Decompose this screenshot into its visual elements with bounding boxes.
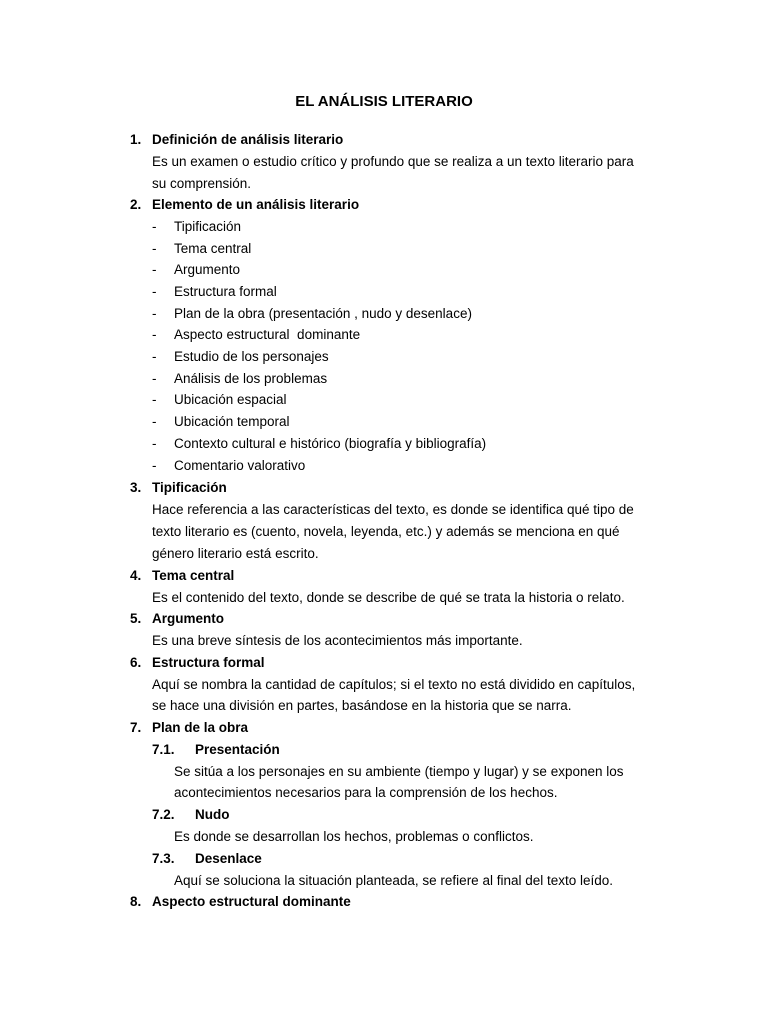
dash-bullet: -	[152, 349, 157, 364]
dash-bullet: -	[152, 219, 157, 234]
body-text: Es donde se desarrollan los hechos, problemas o conflictos.	[174, 829, 534, 844]
body-text: texto literario es (cuento, novela, leyenda, etc.) y además se menciona en qué	[152, 524, 620, 539]
dash-bullet: -	[152, 436, 157, 451]
list-item-text: Ubicación espacial	[174, 392, 287, 407]
dash-bullet: -	[152, 306, 157, 321]
dash-bullet: -	[152, 241, 157, 256]
list-item-text: Estructura formal	[174, 284, 277, 299]
section-number: 1.	[130, 132, 142, 147]
section-number: 4.	[130, 568, 142, 583]
section-title: Definición de análisis literario	[152, 132, 344, 147]
list-item-text: Argumento	[174, 262, 241, 277]
dash-bullet: -	[152, 262, 157, 277]
section-title: Argumento	[152, 611, 224, 626]
dash-bullet: -	[152, 371, 157, 386]
dash-bullet: -	[152, 284, 157, 299]
body-text: su comprensión.	[152, 176, 252, 191]
list-item-text: Contexto cultural e histórico (biografía y bibliografía)	[174, 436, 487, 451]
subsection-title: Desenlace	[195, 851, 262, 866]
body-text: Hace referencia a las características del texto, es donde se identifica qué tipo de	[152, 502, 634, 517]
list-item-text: Tema central	[174, 241, 252, 256]
subsection-number: 7.1.	[152, 742, 175, 757]
dash-bullet: -	[152, 392, 157, 407]
list-item-text: Ubicación temporal	[174, 414, 290, 429]
section-number: 6.	[130, 655, 142, 670]
section-title: Tipificación	[152, 480, 227, 495]
section-number: 8.	[130, 894, 142, 909]
section-title: Tema central	[152, 568, 235, 583]
dash-bullet: -	[152, 458, 157, 473]
section-number: 3.	[130, 480, 142, 495]
body-text: género literario está escrito.	[152, 546, 319, 561]
body-text: Es una breve síntesis de los acontecimientos más importante.	[152, 633, 523, 648]
body-text: Es un examen o estudio crítico y profundo que se realiza a un texto literario para	[152, 154, 634, 169]
subsection-number: 7.3.	[152, 851, 175, 866]
list-item-text: Estudio de los personajes	[174, 349, 329, 364]
list-item-text: Aspecto estructural dominante	[174, 327, 361, 342]
section-number: 7.	[130, 720, 142, 735]
body-text: se hace una división en partes, basándose en la historia que se narra.	[152, 698, 572, 713]
dash-bullet: -	[152, 327, 157, 342]
section-title: Plan de la obra	[152, 720, 249, 735]
list-item-text: Plan de la obra (presentación , nudo y desenlace)	[174, 306, 472, 321]
document-title: EL ANÁLISIS LITERARIO	[295, 93, 473, 110]
list-item-text: Tipificación	[174, 219, 242, 234]
body-text: Aquí se nombra la cantidad de capítulos; si el texto no está dividido en capítulos,	[152, 677, 636, 692]
list-item-text: Comentario valorativo	[174, 458, 306, 473]
subsection-title: Nudo	[195, 807, 230, 822]
section-title: Elemento de un análisis literario	[152, 197, 360, 212]
section-title: Estructura formal	[152, 655, 265, 670]
subsection-title: Presentación	[195, 742, 280, 757]
section-number: 5.	[130, 611, 142, 626]
body-text: Es el contenido del texto, donde se describe de qué se trata la historia o relato.	[152, 590, 625, 605]
body-text: Aquí se soluciona la situación planteada, se refiere al final del texto leído.	[174, 873, 614, 888]
list-item-text: Análisis de los problemas	[174, 371, 328, 386]
section-number: 2.	[130, 197, 142, 212]
body-text: acontecimientos necesarios para la comprensión de los hechos.	[174, 785, 558, 800]
dash-bullet: -	[152, 414, 157, 429]
body-text: Se sitúa a los personajes en su ambiente (tiempo y lugar) y se exponen los	[174, 764, 624, 779]
section-title: Aspecto estructural dominante	[152, 894, 351, 909]
subsection-number: 7.2.	[152, 807, 175, 822]
